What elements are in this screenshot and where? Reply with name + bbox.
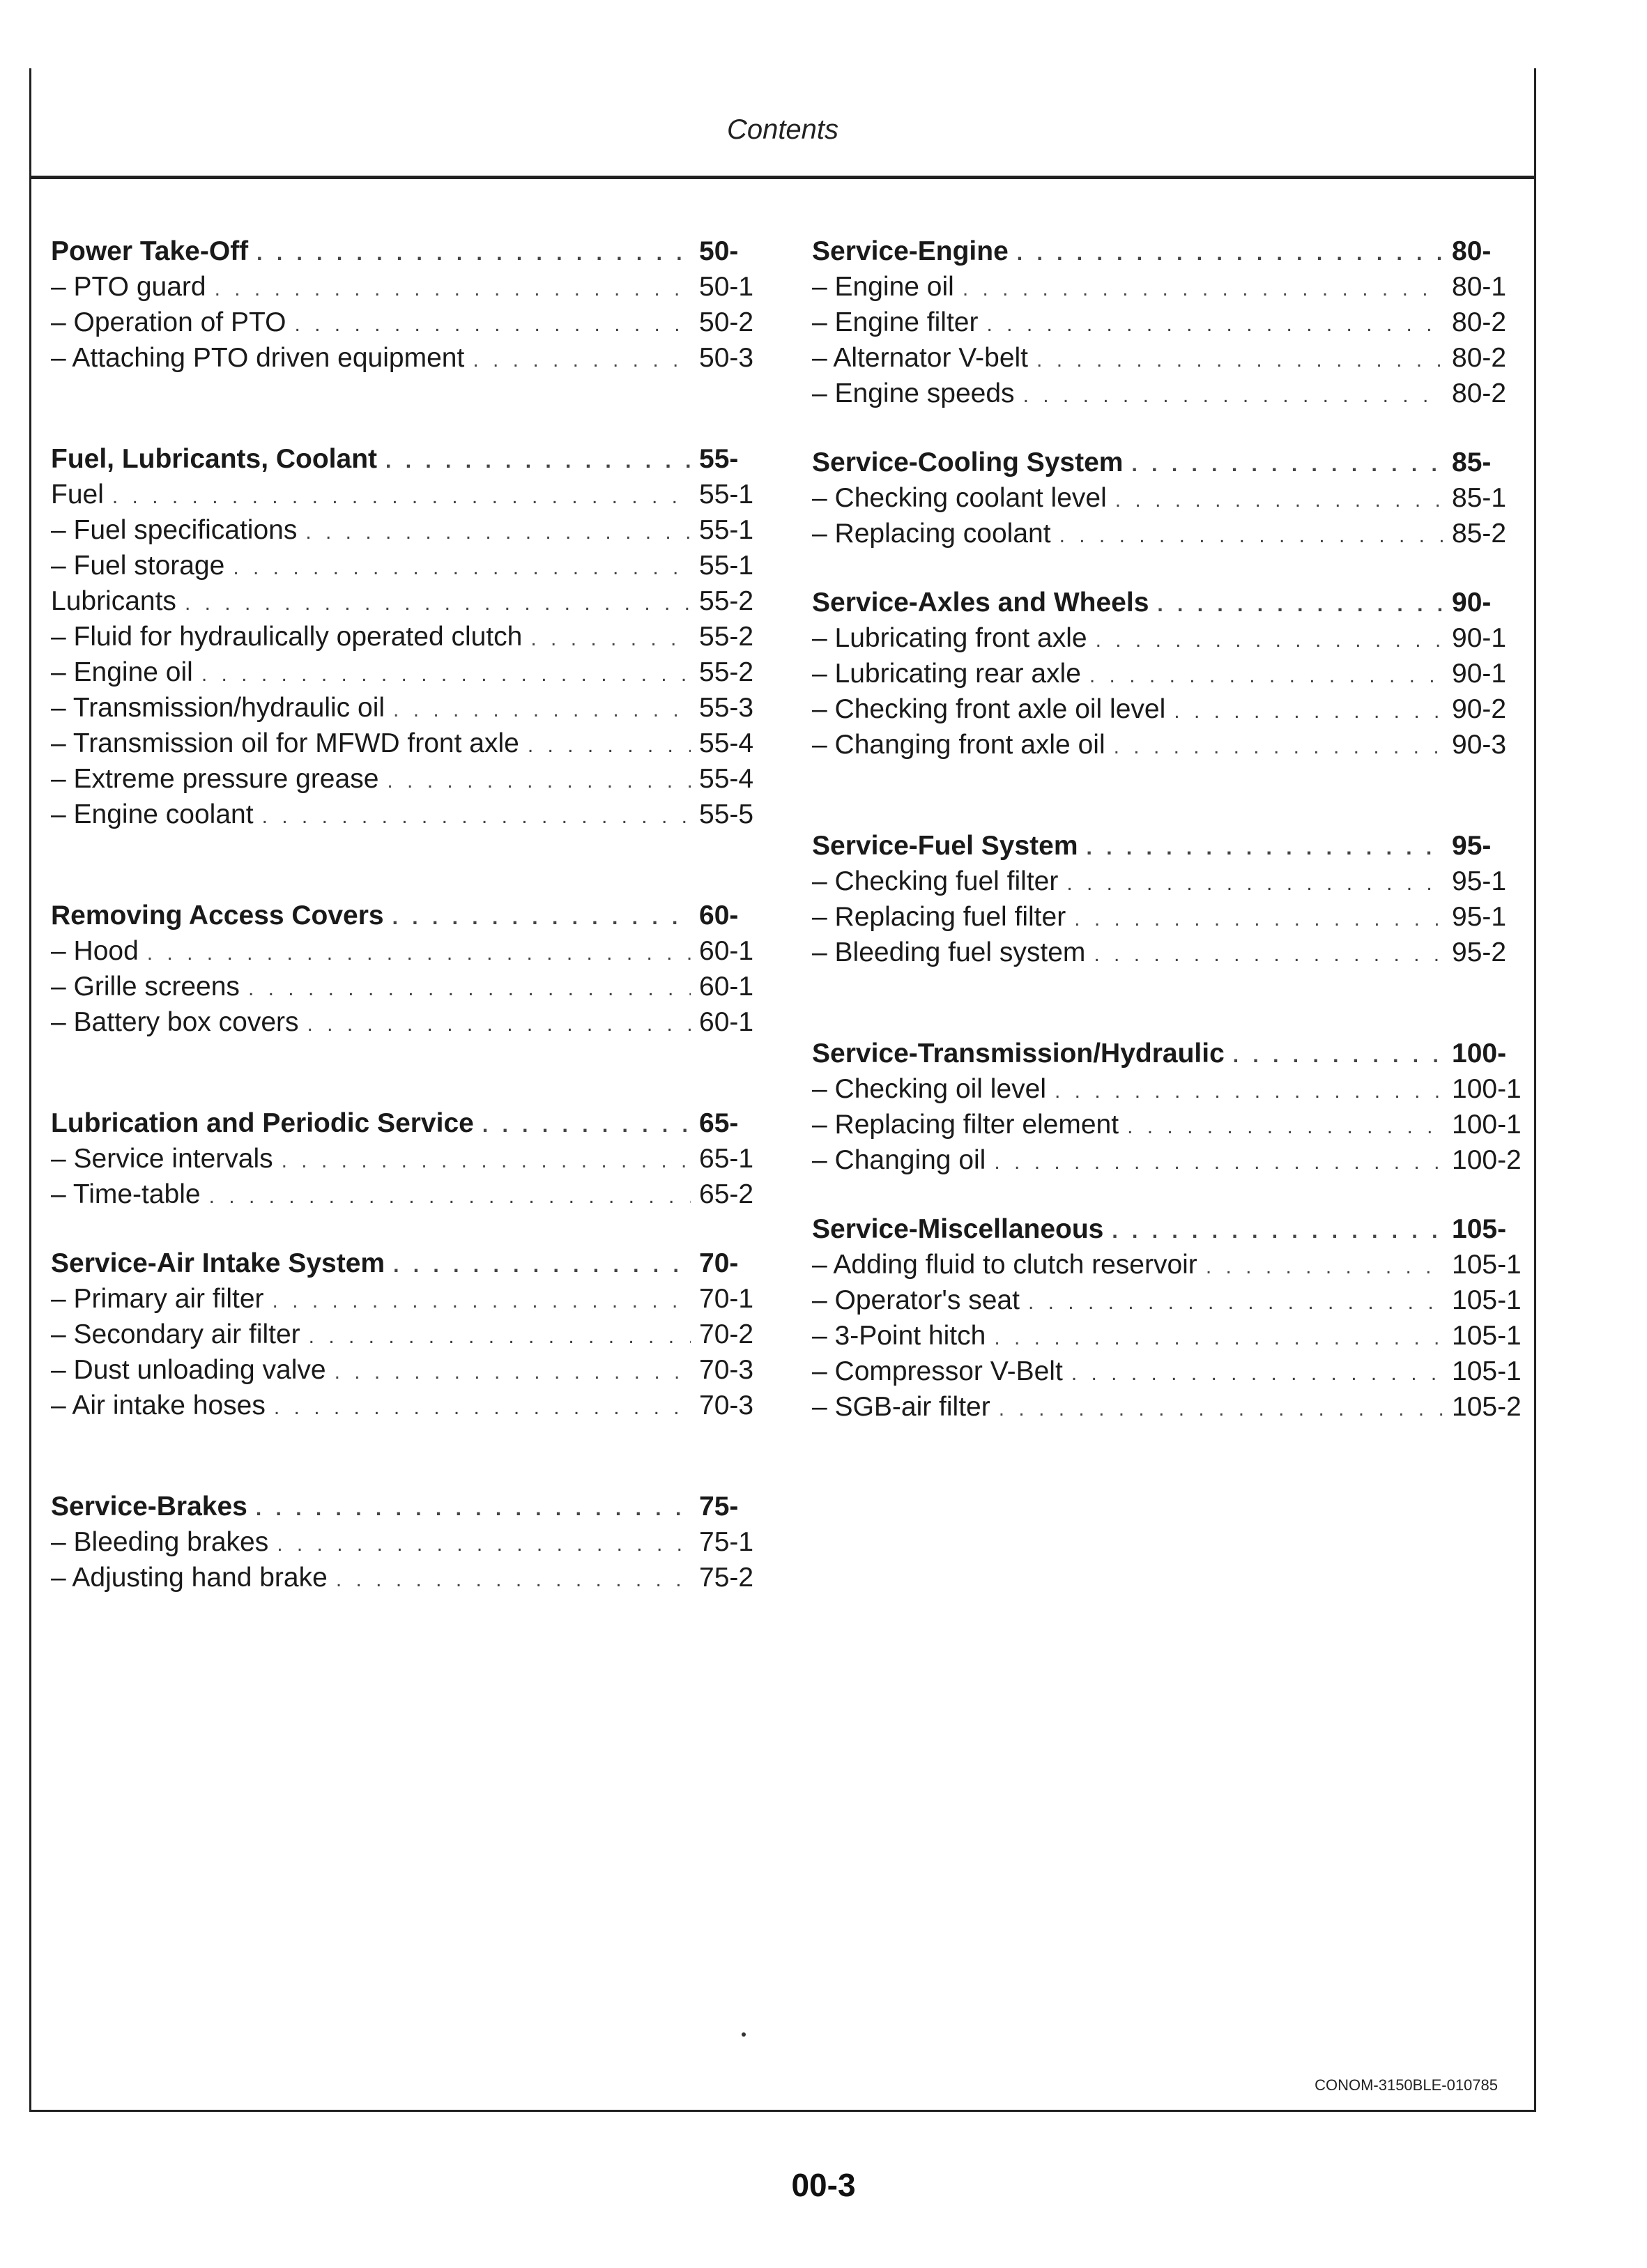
toc-entry-page: 70-3 (699, 1390, 754, 1420)
toc-entry-page: 90-2 (1452, 694, 1507, 724)
leader-dots (393, 1249, 691, 1282)
toc-entry-label: – Dust unloading valve (51, 1355, 326, 1385)
toc-entry[interactable] (51, 514, 776, 549)
toc-heading-page: 75- (699, 1492, 739, 1522)
leader-dots (277, 1528, 691, 1561)
toc-entry-label: – Grille screens (51, 972, 240, 1002)
leader-dots (1023, 379, 1443, 413)
toc-section (812, 829, 1522, 972)
leader-dots (201, 658, 691, 691)
toc-entry-label: – Adding fluid to clutch reservoir (812, 1250, 1197, 1280)
leader-dots (274, 1391, 691, 1425)
toc-entry-label: – Primary air filter (51, 1284, 264, 1314)
toc-section (51, 1247, 776, 1425)
toc-heading-label: Fuel, Lubricants, Coolant (51, 444, 378, 474)
toc-entry[interactable] (51, 935, 776, 970)
toc-section (51, 1490, 776, 1597)
toc-entry-label: – Checking front axle oil level (812, 694, 1166, 724)
toc-section (51, 235, 776, 377)
toc-entry-label: – Engine oil (51, 657, 193, 687)
leader-dots (986, 308, 1443, 342)
contents-box (29, 177, 1536, 2112)
leader-dots (528, 729, 691, 763)
toc-entry[interactable] (51, 1318, 776, 1354)
leader-dots (963, 273, 1443, 306)
leader-dots (1087, 832, 1443, 865)
leader-dots (256, 1492, 691, 1526)
toc-entry-page: 85-1 (1452, 483, 1507, 513)
toc-entry-page: 50-1 (699, 272, 754, 302)
leader-dots (385, 445, 691, 478)
toc-entry-label: – Checking fuel filter (812, 866, 1059, 896)
leader-dots (233, 551, 691, 585)
leader-dots (307, 1008, 691, 1041)
toc-entry-label: – Checking oil level (812, 1074, 1047, 1104)
toc-entry-label: – Engine coolant (51, 799, 254, 829)
leader-dots (1115, 484, 1443, 517)
toc-entry-page: 75-2 (699, 1563, 754, 1593)
toc-section (812, 446, 1522, 553)
toc-entry-label: – Checking coolant level (812, 483, 1107, 513)
toc-entry-page: 105-1 (1452, 1321, 1522, 1351)
toc-entry-page: 75-1 (699, 1527, 754, 1557)
leader-dots (309, 1320, 691, 1354)
leader-dots (1066, 867, 1443, 901)
toc-entry-label: – Bleeding fuel system (812, 937, 1086, 967)
toc-entry-label: – Engine speeds (812, 378, 1015, 408)
leader-dots (1233, 1039, 1443, 1073)
toc-entry-page: 100-1 (1452, 1074, 1522, 1104)
toc-heading-label: Service-Miscellaneous (812, 1214, 1104, 1244)
toc-heading-page: 90- (1452, 588, 1492, 618)
toc-section-heading[interactable] (812, 1037, 1522, 1073)
leader-dots (1157, 588, 1443, 622)
toc-entry-page: 60-1 (699, 1007, 754, 1037)
toc-entry-label: – Changing oil (812, 1145, 986, 1175)
toc-entry-page: 55-1 (699, 515, 754, 545)
toc-entry[interactable] (51, 549, 776, 585)
leader-dots (294, 308, 691, 342)
toc-entry[interactable] (51, 620, 776, 656)
toc-entry-page: 90-1 (1452, 623, 1507, 653)
leader-dots (999, 1393, 1443, 1426)
toc-heading-page: 65- (699, 1108, 739, 1138)
toc-entry-label: – Engine oil (812, 272, 954, 302)
leader-dots (112, 480, 691, 514)
leader-dots (147, 937, 691, 970)
toc-heading-label: Service-Cooling System (812, 447, 1124, 477)
toc-section (812, 235, 1522, 413)
toc-heading-label: Removing Access Covers (51, 901, 384, 930)
toc-entry[interactable] (812, 306, 1522, 342)
toc-entry[interactable] (51, 1178, 776, 1213)
leader-dots (1112, 1215, 1443, 1248)
leader-dots (1089, 659, 1443, 693)
toc-entry-label: – Battery box covers (51, 1007, 299, 1037)
toc-section (812, 1037, 1522, 1179)
leader-dots (1036, 344, 1443, 377)
toc-entry-page: 50-3 (699, 343, 754, 373)
leader-dots (273, 1285, 691, 1318)
toc-heading-page: 95- (1452, 831, 1492, 861)
toc-section (51, 899, 776, 1041)
toc-entry-page: 60-1 (699, 936, 754, 966)
leader-dots (1127, 1110, 1443, 1144)
toc-section-heading[interactable] (51, 1490, 776, 1526)
toc-entry[interactable] (812, 1108, 1522, 1144)
toc-section (51, 443, 776, 834)
leader-dots (392, 901, 691, 935)
toc-heading-label: Service-Air Intake System (51, 1248, 385, 1278)
toc-entry-label: – Operator's seat (812, 1285, 1020, 1315)
toc-heading-label: Service-Transmission/Hydraulic (812, 1039, 1225, 1068)
toc-entry-page: 50-2 (699, 307, 754, 337)
toc-entry-page: 90-1 (1452, 659, 1507, 689)
leader-dots (248, 972, 691, 1006)
toc-entry[interactable] (51, 656, 776, 691)
toc-heading-page: 100- (1452, 1039, 1507, 1068)
leader-dots (1206, 1250, 1443, 1284)
leader-dots (994, 1321, 1443, 1355)
leader-dots (1074, 903, 1443, 936)
toc-entry[interactable] (812, 1144, 1522, 1179)
toc-entry[interactable] (51, 585, 776, 620)
toc-entry-page: 70-3 (699, 1355, 754, 1385)
toc-entry[interactable] (51, 1282, 776, 1318)
toc-entry[interactable] (812, 270, 1522, 306)
toc-entry-page: 105-1 (1452, 1356, 1522, 1386)
page-number: 00-3 (791, 2167, 856, 2203)
leader-dots (1055, 1075, 1443, 1108)
header-box (29, 68, 1536, 178)
leader-dots (1096, 624, 1443, 657)
toc-entry-page: 80-1 (1452, 272, 1507, 302)
toc-section (51, 1107, 776, 1213)
toc-heading-page: 55- (699, 444, 739, 474)
toc-heading-page: 50- (699, 236, 739, 266)
leader-dots (994, 1146, 1443, 1179)
toc-entry[interactable] (812, 622, 1522, 657)
toc-entry[interactable] (812, 1390, 1522, 1426)
document-code: CONOM-3150BLE-010785 (1315, 2076, 1498, 2094)
toc-section-heading[interactable] (812, 1213, 1522, 1248)
toc-entry-label: – Fluid for hydraulically operated clutch (51, 622, 523, 652)
leader-dots (209, 1180, 691, 1213)
leader-dots (335, 1356, 691, 1389)
toc-entry[interactable] (51, 342, 776, 377)
toc-heading-label: Service-Fuel System (812, 831, 1078, 861)
toc-heading-page: 80- (1452, 236, 1492, 266)
toc-entry-page: 90-3 (1452, 730, 1507, 760)
toc-entry-page: 95-1 (1452, 902, 1507, 932)
toc-entry-page: 60-1 (699, 972, 754, 1002)
toc-heading-label: Service-Engine (812, 236, 1009, 266)
toc-entry-label: – Engine filter (812, 307, 979, 337)
leader-dots (473, 344, 691, 377)
toc-entry-label: – Fuel storage (51, 551, 225, 581)
toc-entry-page: 95-1 (1452, 866, 1507, 896)
toc-heading-label: Service-Axles and Wheels (812, 588, 1149, 618)
leader-dots (1131, 448, 1443, 482)
toc-entry-label: – 3-Point hitch (812, 1321, 986, 1351)
toc-entry-label: Fuel (51, 480, 104, 509)
toc-entry[interactable] (51, 1526, 776, 1561)
leader-dots (482, 1109, 691, 1142)
toc-section-heading[interactable] (51, 1107, 776, 1142)
toc-section (812, 586, 1522, 764)
toc-entry-page: 100-1 (1452, 1110, 1522, 1140)
toc-entry[interactable] (812, 865, 1522, 901)
toc-entry[interactable] (51, 691, 776, 727)
toc-entry[interactable] (51, 270, 776, 306)
toc-section-heading[interactable] (812, 235, 1522, 270)
toc-entry-page: 85-2 (1452, 519, 1507, 549)
toc-entry-label: – SGB-air filter (812, 1392, 990, 1422)
toc-entry-page: 70-1 (699, 1284, 754, 1314)
toc-entry[interactable] (51, 970, 776, 1006)
toc-section-heading[interactable] (51, 235, 776, 270)
toc-entry-page: 95-2 (1452, 937, 1507, 967)
toc-heading-page: 105- (1452, 1214, 1507, 1244)
scan-speck (742, 2032, 746, 2037)
leader-dots (262, 800, 691, 834)
toc-entry-page: 55-3 (699, 693, 754, 723)
toc-entry[interactable] (812, 693, 1522, 728)
toc-entry-label: – Transmission/hydraulic oil (51, 693, 385, 723)
toc-heading-page: 85- (1452, 447, 1492, 477)
toc-entry-label: – Hood (51, 936, 139, 966)
toc-heading-page: 70- (699, 1248, 739, 1278)
toc-entry-page: 65-1 (699, 1144, 754, 1174)
toc-section-heading[interactable] (51, 443, 776, 478)
toc-entry-label: – Adjusting hand brake (51, 1563, 328, 1593)
leader-dots (336, 1563, 691, 1597)
toc-entry-label: – Extreme pressure grease (51, 764, 379, 794)
toc-entry-page: 55-1 (699, 551, 754, 581)
toc-entry-label: – Compressor V-Belt (812, 1356, 1063, 1386)
toc-entry-label: – Replacing fuel filter (812, 902, 1066, 932)
toc-entry-page: 55-4 (699, 764, 754, 794)
toc-entry[interactable] (812, 482, 1522, 517)
toc-entry[interactable] (51, 1354, 776, 1389)
toc-entry[interactable] (51, 1142, 776, 1178)
toc-entry-page: 80-2 (1452, 307, 1507, 337)
toc-entry-label: – Time-table (51, 1179, 201, 1209)
toc-entry[interactable] (812, 517, 1522, 553)
toc-entry-label: – Replacing filter element (812, 1110, 1119, 1140)
toc-entry[interactable] (812, 1284, 1522, 1319)
toc-entry[interactable] (812, 901, 1522, 936)
toc-entry-page: 65-2 (699, 1179, 754, 1209)
toc-entry[interactable] (812, 1319, 1522, 1355)
toc-entry-label: – Secondary air filter (51, 1319, 300, 1349)
leader-dots (1028, 1286, 1443, 1319)
toc-entry-label: – Fuel specifications (51, 515, 298, 545)
toc-entry-page: 70-2 (699, 1319, 754, 1349)
toc-entry-label: – Alternator V-belt (812, 343, 1029, 373)
toc-entry-label: – Air intake hoses (51, 1390, 266, 1420)
toc-heading-label: Lubrication and Periodic Service (51, 1108, 474, 1138)
toc-heading-page: 60- (699, 901, 739, 930)
leader-dots (215, 273, 691, 306)
toc-entry-page: 55-1 (699, 480, 754, 509)
toc-entry-label: – Lubricating rear axle (812, 659, 1081, 689)
toc-entry-label: – Operation of PTO (51, 307, 286, 337)
toc-entry[interactable] (812, 377, 1522, 413)
toc-section-heading[interactable] (812, 586, 1522, 622)
toc-entry-page: 55-2 (699, 657, 754, 687)
toc-entry-label: – Lubricating front axle (812, 623, 1087, 653)
page-title: Contents (726, 114, 839, 145)
right-column (812, 235, 1522, 1492)
toc-heading-label: Service-Brakes (51, 1492, 247, 1522)
toc-entry-page: 55-4 (699, 728, 754, 758)
toc-entry[interactable] (51, 306, 776, 342)
leader-dots (305, 516, 691, 549)
leader-dots (1094, 938, 1443, 972)
toc-entry-label: – Bleeding brakes (51, 1527, 269, 1557)
toc-entry-page: 55-2 (699, 586, 754, 616)
toc-entry[interactable] (812, 1073, 1522, 1108)
toc-entry-label: – Changing front axle oil (812, 730, 1105, 760)
toc-entry[interactable] (51, 1006, 776, 1041)
leader-dots (282, 1144, 691, 1178)
toc-entry[interactable] (51, 1561, 776, 1597)
toc-entry[interactable] (812, 657, 1522, 693)
toc-entry[interactable] (812, 1355, 1522, 1390)
leader-dots (1114, 730, 1443, 764)
toc-entry-page: 55-5 (699, 799, 754, 829)
leader-dots (1017, 237, 1443, 270)
toc-section (812, 1213, 1522, 1426)
toc-entry-page: 100-2 (1452, 1145, 1522, 1175)
leader-dots (387, 765, 691, 798)
leader-dots (1059, 519, 1443, 553)
toc-entry[interactable] (51, 798, 776, 834)
leader-dots (393, 694, 691, 727)
toc-entry[interactable] (812, 1248, 1522, 1284)
toc-section-heading[interactable] (51, 1247, 776, 1282)
toc-section-heading[interactable] (812, 446, 1522, 482)
toc-entry-label: – Replacing coolant (812, 519, 1051, 549)
toc-entry-label: – PTO guard (51, 272, 206, 302)
toc-entry-label: – Transmission oil for MFWD front axle (51, 728, 519, 758)
toc-entry[interactable] (51, 478, 776, 514)
toc-entry[interactable] (812, 728, 1522, 764)
leader-dots (185, 587, 691, 620)
toc-entry-page: 55-2 (699, 622, 754, 652)
toc-entry[interactable] (812, 936, 1522, 972)
toc-entry-page: 80-2 (1452, 343, 1507, 373)
toc-entry-page: 105-2 (1452, 1392, 1522, 1422)
toc-entry-page: 80-2 (1452, 378, 1507, 408)
toc-entry[interactable] (51, 727, 776, 763)
toc-entry-label: – Attaching PTO driven equipment (51, 343, 465, 373)
toc-entry[interactable] (51, 1389, 776, 1425)
toc-entry[interactable] (51, 763, 776, 798)
leader-dots (1174, 695, 1443, 728)
toc-entry-label: Lubricants (51, 586, 176, 616)
left-column (51, 235, 776, 1662)
toc-entry[interactable] (812, 342, 1522, 377)
leader-dots (256, 237, 691, 270)
leader-dots (1071, 1357, 1443, 1390)
toc-entry-label: – Service intervals (51, 1144, 273, 1174)
toc-section-heading[interactable] (812, 829, 1522, 865)
toc-heading-label: Power Take-Off (51, 236, 249, 266)
toc-entry-page: 105-1 (1452, 1250, 1522, 1280)
toc-section-heading[interactable] (51, 899, 776, 935)
leader-dots (530, 622, 691, 656)
toc-entry-page: 105-1 (1452, 1285, 1522, 1315)
